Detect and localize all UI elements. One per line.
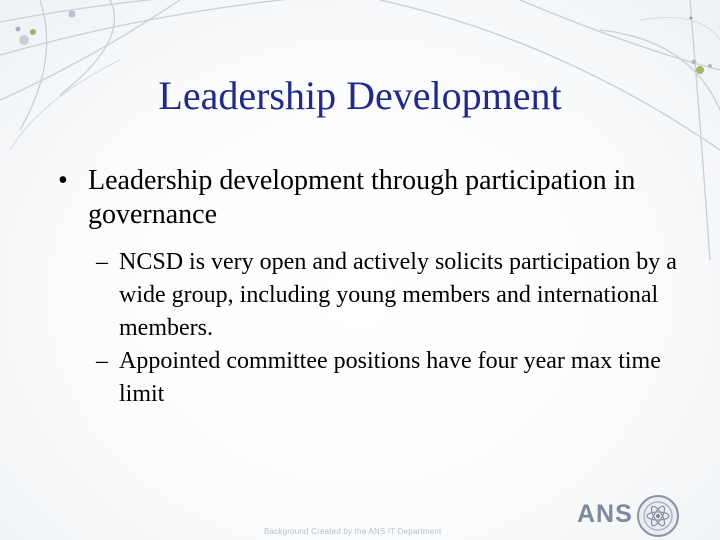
slide-title: Leadership Development — [158, 73, 562, 118]
sub-bullet-text: Appointed committee positions have four year max time limit — [119, 348, 661, 407]
sub-bullet-text: NCSD is very open and actively solicits participation by a wide group, including young members and international members. — [119, 249, 677, 341]
footer-credit: Background Created by the ANS IT Department — [264, 527, 442, 536]
bullet-text: Leadership development through participation in governance — [88, 165, 636, 230]
bullet-item — [58, 164, 658, 232]
bullet-marker: • — [58, 165, 68, 196]
sub-bullet-item — [96, 345, 686, 411]
sub-bullet-marker: – — [96, 348, 108, 374]
sub-bullet-list — [96, 246, 686, 411]
sub-bullet-marker: – — [96, 249, 108, 275]
ans-seal-icon — [634, 494, 682, 538]
sub-bullet-item — [96, 246, 686, 345]
ans-logo-text: ANS — [577, 500, 633, 528]
